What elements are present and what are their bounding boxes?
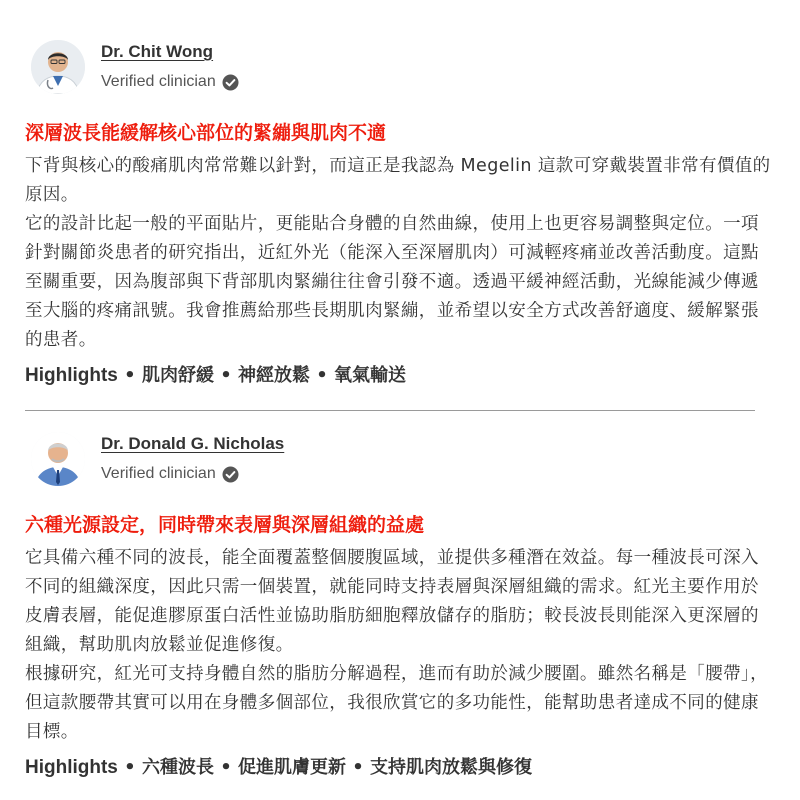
verified-label: Verified clinician bbox=[101, 465, 216, 482]
review-body bbox=[25, 152, 775, 355]
review-title: 六種光源設定，同時帶來表層與深層組織的益處 bbox=[25, 514, 425, 536]
author-name[interactable]: Dr. Chit Wong bbox=[101, 42, 214, 61]
verified-check-icon bbox=[222, 74, 239, 91]
review-author bbox=[25, 38, 775, 108]
highlights-label: Highlights bbox=[25, 365, 118, 386]
highlights-items: • 六種波長 • 促進肌膚更新 • 支持肌肉放鬆與修復 bbox=[124, 757, 533, 778]
review-divider bbox=[25, 410, 755, 411]
doctor-avatar-icon bbox=[31, 40, 85, 94]
doctor-avatar-icon bbox=[31, 432, 85, 486]
review-author bbox=[25, 430, 775, 500]
review-paragraph: 它具備六種不同的波長，能全面覆蓋整個腰腹區域，並提供多種潛在效益。每一種波長可深入不同的組織深度，因此只需一個裝置，就能同時支持表層與深層組織的需求。紅光主要作用於皮膚表層，能促進膠原蛋白活性並協助脂肪細胞釋放儲存的脂肪；較長波長則能深入更深層的組織，幫助肌肉放鬆並促進修復。 bbox=[25, 548, 759, 655]
avatar[interactable] bbox=[31, 432, 85, 486]
review-paragraph: 它的設計比起一般的平面貼片，更能貼合身體的自然曲線，使用上也更容易調整與定位。一項針對關節炎患者的研究指出，近紅外光（能深入至深層肌肉）可減輕疼痛並改善活動度。這點至關重要，因為腹部與下背部肌肉緊繃往往會引發不適。透過平緩神經活動，光線能減少傳遞至大腦的疼痛訊號。我會推薦給那些長期肌肉緊繃，並希望以安全方式改善舒適度、緩解緊張的患者。 bbox=[25, 214, 759, 350]
review-highlights bbox=[25, 363, 775, 389]
highlights-label: Highlights bbox=[25, 757, 118, 778]
highlights-items: • 肌肉舒緩 • 神經放鬆 • 氧氣輸送 bbox=[124, 365, 407, 386]
review-paragraph: 根據研究，紅光可支持身體自然的脂肪分解過程，進而有助於減少腰圍。雖然名稱是「腰帶」，但這款腰帶其實可以用在身體多個部位，我很欣賞它的多功能性，能幫助患者達成不同的健康目標。 bbox=[25, 664, 769, 742]
verified-status bbox=[101, 73, 239, 91]
verified-status bbox=[101, 465, 239, 483]
verified-label: Verified clinician bbox=[101, 73, 216, 90]
review-paragraph: 下背與核心的酸痛肌肉常常難以針對，而這正是我認為 Megelin 這款可穿戴裝置非常有價值的原因。 bbox=[25, 156, 771, 205]
review-card bbox=[25, 38, 775, 389]
review-body bbox=[25, 544, 775, 747]
author-name[interactable]: Dr. Donald G. Nicholas bbox=[101, 434, 285, 453]
review-highlights bbox=[25, 755, 775, 781]
verified-check-icon bbox=[222, 466, 239, 483]
avatar[interactable] bbox=[31, 40, 85, 94]
review-title: 深層波長能緩解核心部位的緊繃與肌肉不適 bbox=[25, 122, 387, 144]
review-card bbox=[25, 430, 775, 781]
